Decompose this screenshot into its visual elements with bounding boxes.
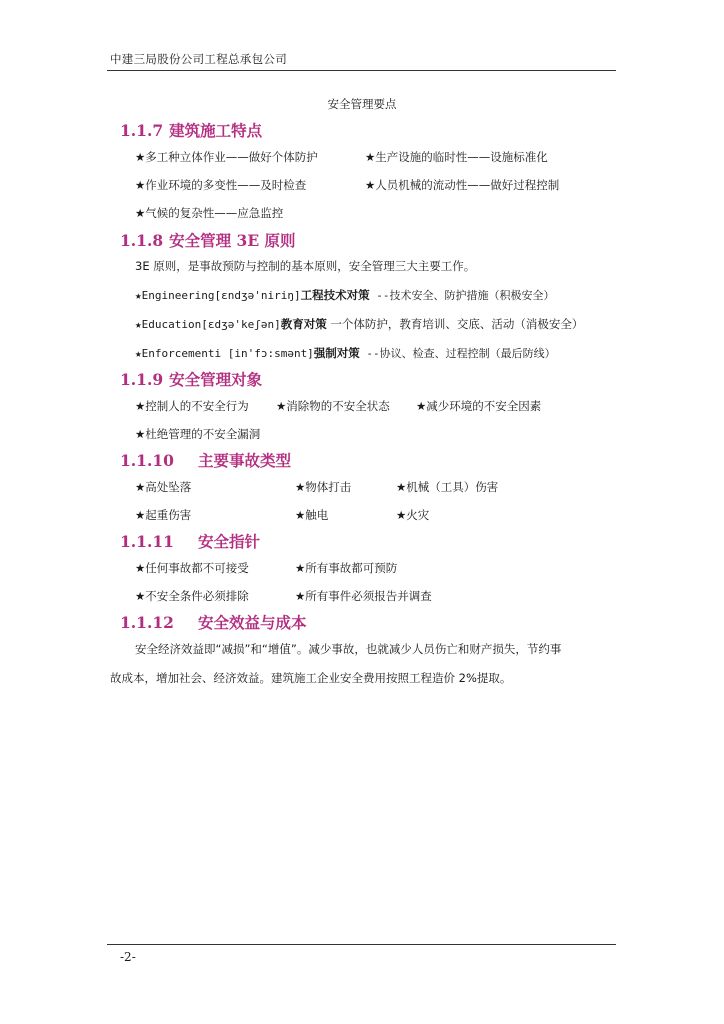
list-item: ★作业环境的多变性——及时检查 bbox=[135, 178, 307, 192]
section-title: 建筑施工特点 bbox=[169, 121, 263, 140]
section-title: 安全管理对象 bbox=[169, 370, 263, 389]
list-item: ★起重伤害 bbox=[135, 508, 192, 522]
footer-divider bbox=[107, 944, 616, 945]
principle-label: 强制对策 bbox=[313, 346, 360, 360]
section-number: 1.1.10 bbox=[120, 451, 174, 470]
section-heading-1-1-7 bbox=[120, 119, 262, 141]
section-number: 1.1.11 bbox=[120, 532, 174, 551]
section-heading-1-1-12 bbox=[120, 611, 306, 633]
list-item: ★高处坠落 bbox=[135, 480, 192, 494]
section-title: 安全管理 3E 原则 bbox=[169, 231, 296, 250]
principle-desc: 一个体防护，教育培训、交底、活动（消极安全） bbox=[326, 317, 584, 331]
header-company: 中建三局股份公司工程总承包公司 bbox=[110, 52, 287, 66]
principle-education bbox=[135, 316, 583, 332]
section-number: 1.1.8 bbox=[120, 231, 164, 250]
list-item: ★机械（工具）伤害 bbox=[396, 480, 499, 494]
principle-desc: --技术安全、防护措施（积极安全） bbox=[369, 289, 555, 302]
list-item: ★物体打击 bbox=[295, 480, 352, 494]
principle-word: ★Enforcementi [in'fɔ:smənt] bbox=[135, 347, 314, 360]
principle-word: ★Engineering[εndʒə'niriŋ] bbox=[135, 289, 301, 302]
list-item: ★人员机械的流动性——做好过程控制 bbox=[365, 178, 560, 192]
list-item: ★触电 bbox=[295, 508, 329, 522]
section-title: 主要事故类型 bbox=[197, 451, 291, 470]
list-item: ★控制人的不安全行为 bbox=[135, 399, 249, 413]
list-item: ★不安全条件必须排除 bbox=[135, 589, 249, 603]
section-heading-1-1-8 bbox=[120, 229, 296, 251]
section-number: 1.1.12 bbox=[120, 613, 174, 632]
section-number: 1.1.7 bbox=[120, 121, 164, 140]
principle-engineering bbox=[135, 287, 554, 303]
header-divider bbox=[107, 70, 616, 71]
list-item: ★气候的复杂性——应急监控 bbox=[135, 206, 284, 220]
list-item: ★减少环境的不安全因素 bbox=[416, 399, 542, 413]
principle-desc: --协议、检查、过程控制（最后防线） bbox=[359, 347, 556, 360]
principle-label: 教育对策 bbox=[280, 317, 327, 331]
section-number: 1.1.9 bbox=[120, 370, 164, 389]
list-item: ★任何事故都不可接受 bbox=[135, 561, 249, 575]
paragraph-line: 安全经济效益即“减损”和“增值”。减少事故，也就减少人员伤亡和财产损失，节约事 bbox=[135, 642, 562, 656]
section-heading-1-1-10 bbox=[120, 449, 291, 471]
principle-word: ★Education[εdʒə'keʃən] bbox=[135, 318, 281, 331]
list-item: ★消除物的不安全状态 bbox=[276, 399, 390, 413]
section-title: 安全效益与成本 bbox=[197, 613, 307, 632]
paragraph-line: 故成本，增加社会、经济效益。建筑施工企业安全费用按照工程造价 2%提取。 bbox=[110, 671, 512, 685]
page-number: -2- bbox=[120, 950, 136, 964]
principle-enforcement bbox=[135, 345, 556, 361]
list-item: ★所有事件必须报告并调查 bbox=[295, 589, 432, 603]
list-item: ★多工种立体作业——做好个体防护 bbox=[135, 150, 318, 164]
section-title: 安全指针 bbox=[197, 532, 260, 551]
list-item: ★生产设施的临时性——设施标准化 bbox=[365, 150, 548, 164]
list-item: ★杜绝管理的不安全漏洞 bbox=[135, 427, 261, 441]
list-item: ★火灾 bbox=[396, 508, 430, 522]
section-intro: 3E 原则，是事故预防与控制的基本原则，安全管理三大主要工作。 bbox=[135, 259, 476, 273]
principle-label: 工程技术对策 bbox=[300, 288, 370, 302]
section-heading-1-1-11 bbox=[120, 530, 260, 552]
section-heading-1-1-9 bbox=[120, 368, 262, 390]
document-title: 安全管理要点 bbox=[327, 97, 397, 111]
list-item: ★所有事故都可预防 bbox=[295, 561, 398, 575]
